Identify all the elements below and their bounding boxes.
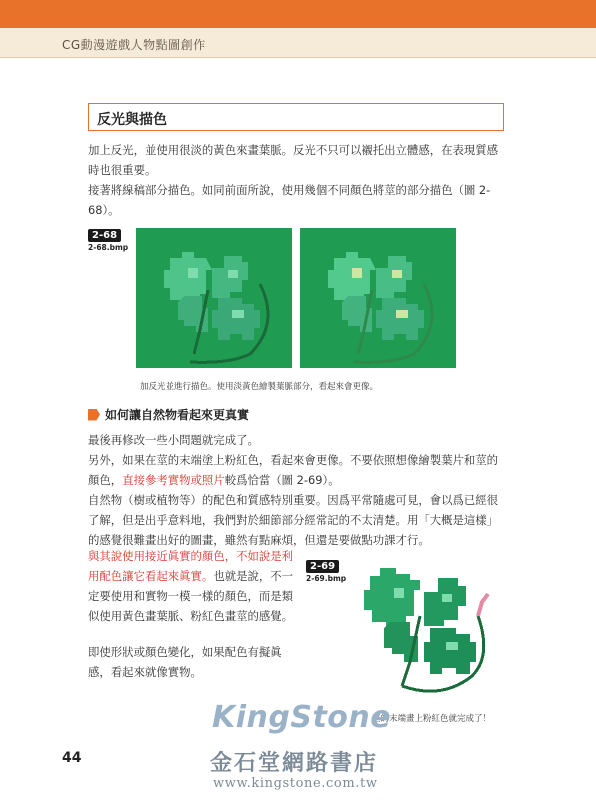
clover-pixel-image-right bbox=[300, 228, 456, 368]
arrow-tab-icon bbox=[88, 409, 100, 421]
watermark-store-name: 金石堂網路書店 bbox=[210, 750, 379, 776]
paragraph-shape-change: 即使形狀或顏色變化，如果配色有擬眞感，看起來就像實物。 bbox=[88, 645, 282, 679]
clover-pixel-image-final bbox=[350, 556, 510, 706]
paragraph-color-realism-text: 也就是說，不一定要使用和實物一模一樣的顏色，而是類似使用黃色畫葉脈、粉紅色畫莖的感覺。 bbox=[88, 569, 294, 623]
figure-2-68-filename: 2-68.bmp bbox=[88, 243, 129, 252]
clover-right-svg bbox=[300, 228, 456, 368]
paragraph-color-realism bbox=[88, 546, 298, 626]
clover-pixel-image-left bbox=[136, 228, 292, 368]
highlighted-color-text: 與其說使用接近眞實的顏色，不如說是利用配色讓它看起來眞實。 bbox=[88, 549, 294, 583]
book-title: CG動漫遊戲人物點圖創作 bbox=[62, 38, 206, 52]
clover-left-svg bbox=[136, 228, 292, 368]
figure-2-69-filename: 2-69.bmp bbox=[306, 574, 347, 583]
figure-2-68-caption: 加反光並進行描色。使用淡黃色繪製葉脈部分，看起來會更像。 bbox=[140, 382, 379, 392]
watermark-url: www.kingstone.com.tw bbox=[213, 776, 378, 791]
section-title: 反光與描色 bbox=[97, 112, 167, 128]
figure-2-68-tag: 2-68 bbox=[88, 229, 121, 242]
watermark-logo: KingStone bbox=[212, 700, 392, 735]
page-number: 44 bbox=[62, 750, 82, 766]
paragraph-pink-stem-text-b: 較爲恰當（圖 2-69）。 bbox=[224, 473, 340, 487]
subsection-heading bbox=[88, 406, 249, 423]
paragraph-finish: 最後再修改一些小問題就完成了。 bbox=[88, 433, 259, 447]
figure-2-69-caption: 莖的末端畫上粉紅色就完成了！ bbox=[372, 714, 492, 724]
top-orange-band bbox=[0, 0, 596, 28]
paragraph-highlight: 加上反光，並使用很淡的黃色來畫葉脈。反光不只可以襯托出立體感，在表現質感時也很重要。 bbox=[88, 143, 499, 177]
highlighted-reference-text: 直接參考實物或照片 bbox=[122, 473, 225, 487]
paragraph-natural-objects: 自然物（樹或植物等）的配色和質感特別重要。因爲平常隨處可見，會以爲已經很了解，但是出乎意料地，我們對於細節部分經常記的不太清楚。用「大概是這樣」的感覺很難畫出好的圖畫，雖然有點麻煩，但還是要做點功課才行。 bbox=[88, 493, 499, 547]
paragraph-stem-color: 接著將線稿部分描色。如同前面所說，使用幾個不同顏色將莖的部分描色（圖 2-68）。 bbox=[88, 183, 491, 217]
section-heading-box bbox=[88, 103, 504, 131]
paragraph-pink-stem bbox=[88, 450, 504, 490]
figure-2-69-tag: 2-69 bbox=[306, 560, 339, 573]
paragraph-pink-stem-text-a: 另外，如果在莖的末端塗上粉紅色，看起來會更像。不要依照想像繪製葉片和莖的顏色， bbox=[88, 453, 499, 487]
subsection-title: 如何讓自然物看起來更真實 bbox=[105, 408, 250, 422]
clover-final-svg bbox=[350, 556, 510, 706]
